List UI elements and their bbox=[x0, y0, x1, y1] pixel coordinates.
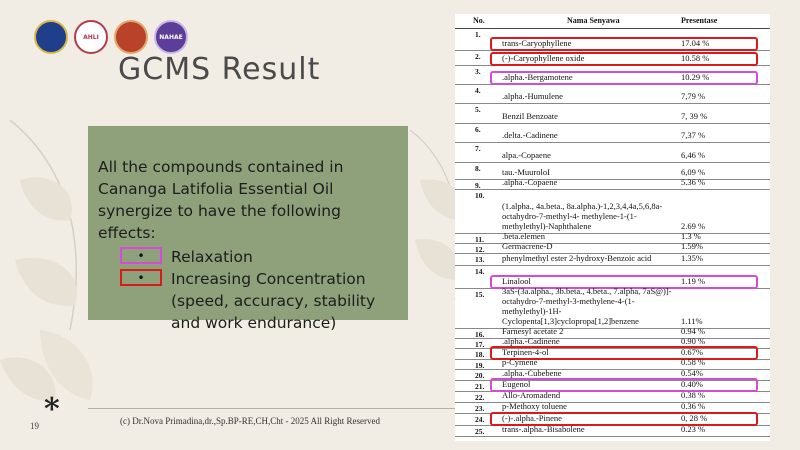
table-row bbox=[455, 426, 770, 437]
table-row bbox=[455, 85, 770, 104]
row-number: 1. bbox=[475, 30, 481, 39]
compound-percentage: 0.40% bbox=[681, 379, 703, 389]
compound-percentage: 0, 28 % bbox=[681, 413, 708, 423]
compound-percentage: 10.58 % bbox=[681, 53, 710, 63]
compound-table bbox=[455, 14, 770, 441]
compound-percentage: 1.11% bbox=[681, 316, 703, 326]
row-number: 19. bbox=[475, 361, 485, 370]
compound-percentage: 0.58 % bbox=[681, 357, 706, 367]
compound-name: Farnesyl acetate 2 bbox=[502, 326, 564, 336]
row-number: 12. bbox=[475, 245, 485, 254]
compound-name: .alpha.-Cubebene bbox=[502, 368, 562, 378]
compound-percentage: 7, 39 % bbox=[681, 111, 708, 121]
bullet-red-box: • bbox=[120, 269, 162, 286]
compound-percentage: 6,09 % bbox=[681, 167, 706, 177]
table-row bbox=[455, 124, 770, 143]
compound-name: phenylmethyl ester 2-hydroxy-Benzoic acid bbox=[502, 253, 652, 263]
table-row bbox=[455, 190, 770, 234]
compound-percentage: 7,79 % bbox=[681, 91, 706, 101]
table-row bbox=[455, 51, 770, 66]
table-header bbox=[455, 14, 770, 29]
row-number: 23. bbox=[475, 404, 485, 413]
table-row bbox=[455, 143, 770, 163]
row-number: 2. bbox=[475, 52, 481, 61]
effect-label: Relaxation bbox=[171, 248, 253, 266]
compound-percentage: 2.69 % bbox=[681, 221, 706, 231]
table-row bbox=[455, 66, 770, 85]
table-row bbox=[455, 254, 770, 266]
compound-name: 3aS-(3a.alpha., 3b.beta., 4.beta., 7.alpha, 7aS@)]-octahydro-7-methyl-3-methylene-4-(1-methylethyl)-1H-Cyclopenta[1,3]cyclopropa[1,2]benzene bbox=[502, 286, 672, 326]
compound-name: trans-Caryophyllene bbox=[502, 38, 572, 48]
compound-name: (-)-.alpha.-Pinene bbox=[502, 413, 562, 423]
compound-name: Terpinen-4-ol bbox=[502, 347, 549, 357]
copyright-footer: (c) Dr.Nova Primadina,dr.,Sp.BP-RE,CH,Cht - 2025 All Right Reserved bbox=[120, 416, 380, 426]
university-seal-logo bbox=[34, 20, 68, 54]
row-number: 3. bbox=[475, 67, 481, 76]
row-number: 16. bbox=[475, 330, 485, 339]
table-row bbox=[455, 104, 770, 124]
compound-percentage: 0.67% bbox=[681, 347, 703, 357]
compound-name: p-Cymene bbox=[502, 357, 538, 367]
row-number: 4. bbox=[475, 86, 481, 95]
compound-percentage: 1.19 % bbox=[681, 276, 706, 286]
compound-name: alpa.-Copaene bbox=[502, 150, 551, 160]
compound-name: .beta.elemen bbox=[502, 231, 545, 241]
compound-name: .delta.-Cadinene bbox=[502, 130, 558, 140]
compound-name: Allo-Aromadend bbox=[502, 390, 561, 400]
row-number: 22. bbox=[475, 393, 485, 402]
compound-percentage: 0.38 % bbox=[681, 390, 706, 400]
table-row bbox=[455, 29, 770, 51]
compound-name: .alpha.-Cadinene bbox=[502, 336, 560, 346]
asterisk-icon: * bbox=[44, 392, 60, 427]
compound-percentage: 1.59% bbox=[681, 241, 703, 251]
compound-percentage: 1.35% bbox=[681, 253, 703, 263]
compound-name: .alpha.-Humulene bbox=[502, 91, 563, 101]
row-number: 25. bbox=[475, 427, 485, 436]
compound-name: tau.-MuuroloI bbox=[502, 167, 550, 177]
compound-percentage: 0.23 % bbox=[681, 424, 706, 434]
compound-name: .alpha.-Copaene bbox=[502, 177, 558, 187]
row-number: 14. bbox=[475, 267, 485, 276]
intro-text: All the compounds contained in Cananga Latifolia Essential Oil synergize to have the following effects: bbox=[98, 158, 344, 242]
row-number: 7. bbox=[475, 144, 481, 153]
compound-percentage: 0.94 % bbox=[681, 326, 706, 336]
compound-name: Germacrene-D bbox=[502, 241, 553, 251]
compound-name: Benzil Benzoate bbox=[502, 111, 558, 121]
row-number: 5. bbox=[475, 105, 481, 114]
row-number: 9. bbox=[475, 181, 481, 190]
row-number: 13. bbox=[475, 255, 485, 264]
logo-row bbox=[34, 20, 188, 54]
compound-percentage: 6,46 % bbox=[681, 150, 706, 160]
compound-percentage: 0.36 % bbox=[681, 401, 706, 411]
row-number: 11. bbox=[475, 235, 484, 244]
table-row bbox=[455, 286, 770, 329]
row-number: 17. bbox=[475, 340, 485, 349]
effect-relaxation bbox=[98, 246, 398, 268]
compound-percentage: 5.36 % bbox=[681, 177, 706, 187]
compound-percentage: 1.3 % bbox=[681, 231, 701, 241]
slide-title: GCMS Result bbox=[118, 52, 321, 87]
association-seal-logo bbox=[114, 20, 148, 54]
bullet-pink-box: • bbox=[120, 247, 162, 264]
ahli-logo: AHLI bbox=[74, 20, 108, 54]
effects-list bbox=[98, 246, 398, 334]
effects-box bbox=[88, 126, 408, 332]
effect-concentration bbox=[98, 268, 398, 334]
effect-label: Increasing Concentration (speed, accuracy, stability and work endurance) bbox=[171, 270, 376, 332]
row-number: 8. bbox=[475, 164, 481, 173]
compound-percentage: 0.90 % bbox=[681, 336, 706, 346]
row-number: 15. bbox=[475, 290, 485, 299]
compound-name: Eugenol bbox=[502, 379, 531, 389]
row-number: 20. bbox=[475, 371, 485, 380]
header-name: Nama Senyawa bbox=[567, 16, 620, 25]
compound-name: Linalool bbox=[502, 276, 531, 286]
row-number: 6. bbox=[475, 125, 481, 134]
compound-percentage: 7,37 % bbox=[681, 130, 706, 140]
compound-name: (-)-Caryophyllene oxide bbox=[502, 53, 585, 63]
row-number: 24. bbox=[475, 415, 485, 424]
compound-name: .alpha.-Bergamotene bbox=[502, 72, 573, 82]
compound-name: p-Methoxy toluene bbox=[502, 401, 567, 411]
row-number: 10. bbox=[475, 191, 485, 200]
footer-divider bbox=[88, 408, 458, 409]
compound-percentage: 17.04 % bbox=[681, 38, 710, 48]
row-number: 18. bbox=[475, 350, 485, 359]
header-no: No. bbox=[473, 16, 485, 25]
compound-name: (1.alpha., 4a.beta., 8a.alpha.)-1,2,3,4,4a,5,6,8a-octahydro-7-methyl-4- methylene-1-(1-methylethyl)-Naphthalene bbox=[502, 201, 663, 231]
row-number: 21. bbox=[475, 382, 485, 391]
table-row bbox=[455, 177, 770, 190]
compound-percentage: 10.29 % bbox=[681, 72, 710, 82]
header-pct: Presentase bbox=[681, 16, 718, 25]
nahea-logo: NAHAE bbox=[154, 20, 188, 54]
compound-name: trans-.alpha.-Bisabolene bbox=[502, 424, 585, 434]
compound-percentage: 0.54% bbox=[681, 368, 703, 378]
page-number: 19 bbox=[30, 421, 39, 431]
